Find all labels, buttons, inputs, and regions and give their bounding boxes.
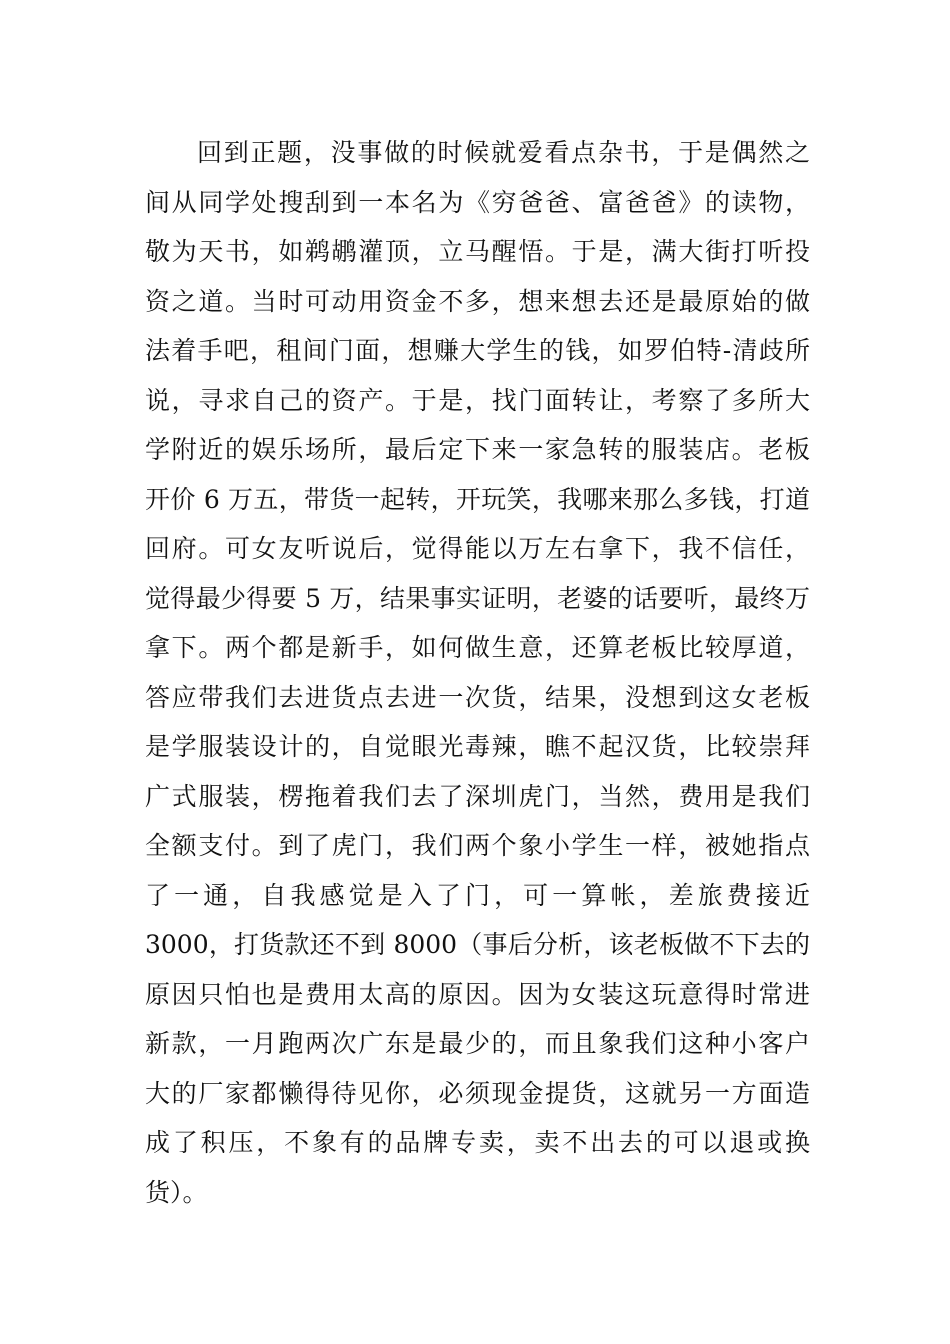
paragraph-line: 开价 6 万五，带货一起转，开玩笑，我哪来那么多钱，打道: [145, 484, 810, 514]
paragraph-line: 法着手吧，租间门面，想赚大学生的钱，如罗伯特-清歧所: [145, 336, 810, 365]
paragraph-line: 新款，一月跑两次广东是最少的，而且象我们这种小客户: [145, 1029, 810, 1058]
paragraph-line: 全额支付。到了虎门，我们两个象小学生一样，被她指点: [145, 831, 810, 860]
paragraph-line: 成了积压，不象有的品牌专卖，卖不出去的可以退或换: [145, 1128, 810, 1157]
paragraph-line: 敬为天书，如鹈鹕灌顶，立马醒悟。于是，满大街打听投: [145, 237, 810, 266]
paragraph-line: 广式服装，楞拖着我们去了深圳虎门，当然，费用是我们: [145, 781, 810, 811]
paragraph-line: 拿下。两个都是新手，如何做生意，还算老板比较厚道，: [145, 633, 810, 662]
paragraph-line: 说，寻求自己的资产。于是，找门面转让，考察了多所大: [145, 385, 810, 415]
paragraph-line: 觉得最少得要 5 万，结果事实证明，老婆的话要听，最终万: [145, 583, 810, 613]
paragraph-line: 货）。: [145, 1177, 208, 1207]
paragraph-line: 间从同学处搜刮到一本名为《穷爸爸、富爸爸》的读物，: [145, 187, 810, 217]
paragraph-line: 学附近的娱乐场所，最后定下来一家急转的服装店。老板: [145, 435, 810, 464]
paragraph-line: 回到正题，没事做的时候就爱看点杂书，于是偶然之: [197, 138, 810, 167]
paragraph-line: 回府。可女友听说后，觉得能以万左右拿下，我不信任，: [145, 534, 810, 563]
paragraph-line: 了一通，自我感觉是入了门，可一算帐，差旅费接近: [145, 880, 810, 910]
paragraph-line: 是学服装设计的，自觉眼光毒辣，瞧不起汉货，比较崇拜: [145, 732, 810, 761]
body-paragraph: [145, 128, 810, 1217]
paragraph-line: 资之道。当时可动用资金不多，想来想去还是最原始的做: [145, 286, 810, 316]
paragraph-line: 大的厂家都懒得待见你，必须现金提货，这就另一方面造: [145, 1078, 810, 1108]
paragraph-line: 原因只怕也是费用太高的原因。因为女装这玩意得时常进: [145, 979, 810, 1009]
paragraph-line: 3000，打货款还不到 8000（事后分析，该老板做不下去的: [145, 930, 810, 959]
paragraph-line: 答应带我们去进货点去进一次货，结果，没想到这女老板: [145, 682, 810, 712]
